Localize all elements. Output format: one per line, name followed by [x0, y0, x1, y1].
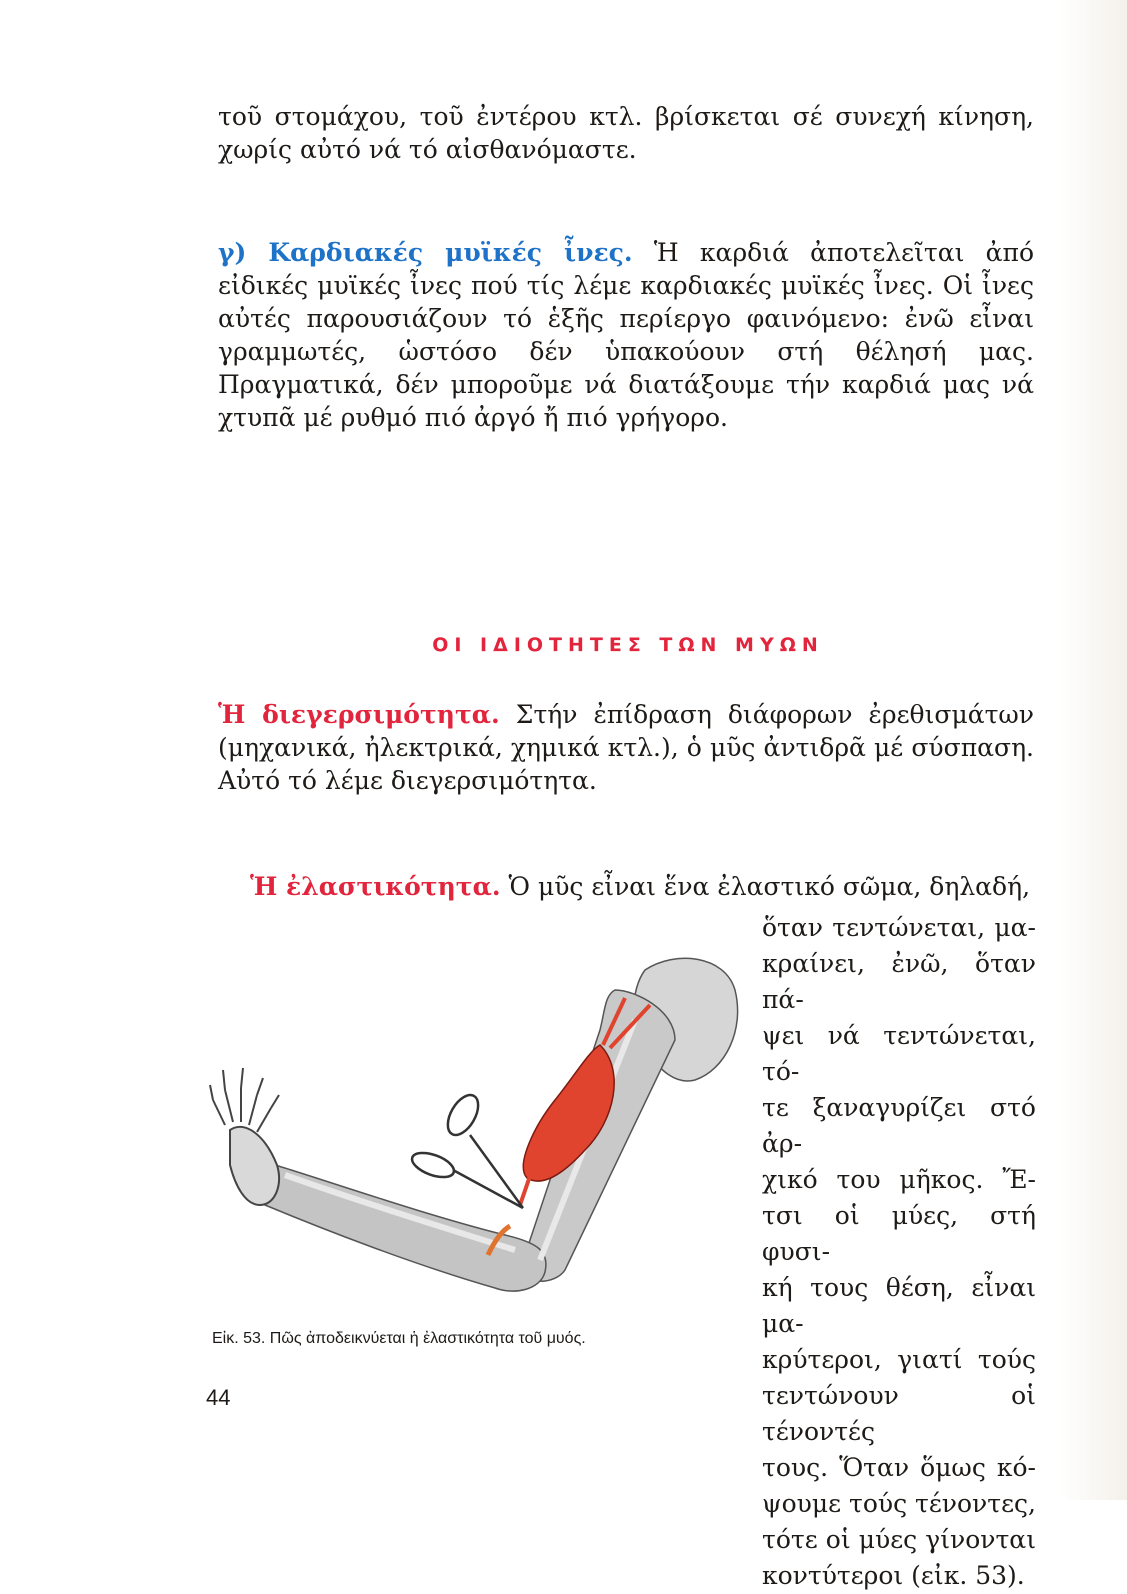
column-line: τότε οἱ μύες γίνονται [762, 1525, 1036, 1554]
column-line: ὅταν τεντώνεται, μα- [762, 913, 1036, 942]
column-line: κή τους θέση, εἶναι μα- [762, 1273, 1036, 1338]
column-line: χικό του μῆκος. Ἔ- [762, 1165, 1036, 1194]
column-line: τε ξαναγυρίζει στό ἀρ- [762, 1093, 1036, 1158]
hand-bones [210, 1068, 279, 1205]
scissors-icon [409, 1090, 523, 1208]
arm-muscle-illustration [205, 950, 755, 1320]
biceps-tendon-cut [520, 1176, 530, 1205]
paragraph-cardiac-muscle [218, 236, 1034, 434]
column-line: κρύτεροι, γιατί τούς [762, 1345, 1036, 1374]
column-line: τσι οἱ μύες, στή φυσι- [762, 1201, 1036, 1266]
column-line: κοντύτεροι (εἰκ. 53). [762, 1561, 1025, 1590]
excitability-heading: Ἡ διεγερσιμότητα. [218, 700, 500, 729]
elasticity-heading: Ἡ ἐλαστικότητα. [250, 872, 501, 901]
paragraph-elasticity-first-line [250, 870, 1036, 903]
paragraph-excitability [218, 698, 1034, 797]
page-number: 44 [206, 1385, 231, 1410]
column-line: τους. Ὅταν ὅμως κό- [762, 1453, 1036, 1482]
column-line: τεντώνουν οἱ τένοντές [762, 1381, 1036, 1446]
column-line: ψει νά τεντώνεται, τό- [762, 1021, 1036, 1086]
cardiac-heading: γ) Καρδιακές μυϊκές ἶνες. [218, 238, 633, 267]
figure-caption: Εἰκ. 53. Πῶς ἀποδεικνύεται ἡ ἐλαστικότητα τοῦ μυός. [212, 1330, 586, 1347]
excitability-body: Στήν ἐπίδραση διάφορων ἐρεθισμάτων (μηχανικά, ἠλεκτρικά, χημικά κτλ.), ὁ μῦς ἀντιδρᾶ μέ σύσπαση. Αὐτό τό λέμε διεγερσιμότητα. [218, 700, 1034, 795]
section-title: ΟΙ ΙΔΙΟΤΗΤΕΣ ΤΩΝ ΜΥΩΝ [432, 634, 824, 656]
column-line: κραίνει, ἐνῶ, ὅταν πά- [762, 949, 1036, 1014]
cardiac-body: Ἡ καρδιά ἀποτελεῖται ἀπό εἰδικές μυϊκές ἶνες πού τίς λέμε καρδιακές μυϊκές ἶνες. Οἱ ἶνες αὐτές παρουσιάζουν τό ἑξῆς περίεργο φαινόμενο: ἐνῶ εἶναι γραμμωτές, ὡστόσο δέν ὑπακούουν στή θέλησή μας. Πραγματικά, δέν μποροῦμε νά διατάξουμε τήν καρδιά μας νά χτυπᾶ μέ ρυθμό πιό ἀργό ἤ πιό γρήγορο. [218, 238, 1035, 432]
elasticity-first-line: Ὁ μῦς εἶναι ἕνα ἐλαστικό σῶμα, δηλαδή, [508, 872, 1031, 901]
column-line: ψουμε τούς τένοντες, [762, 1489, 1036, 1518]
paragraph-smooth-muscle-end: τοῦ στομάχου, τοῦ ἐντέρου κτλ. βρίσκεται σέ συνεχή κίνηση, χωρίς αὐτό νά τό αἰσθανόμαστε. [218, 102, 1034, 164]
elasticity-column [762, 910, 1036, 1594]
